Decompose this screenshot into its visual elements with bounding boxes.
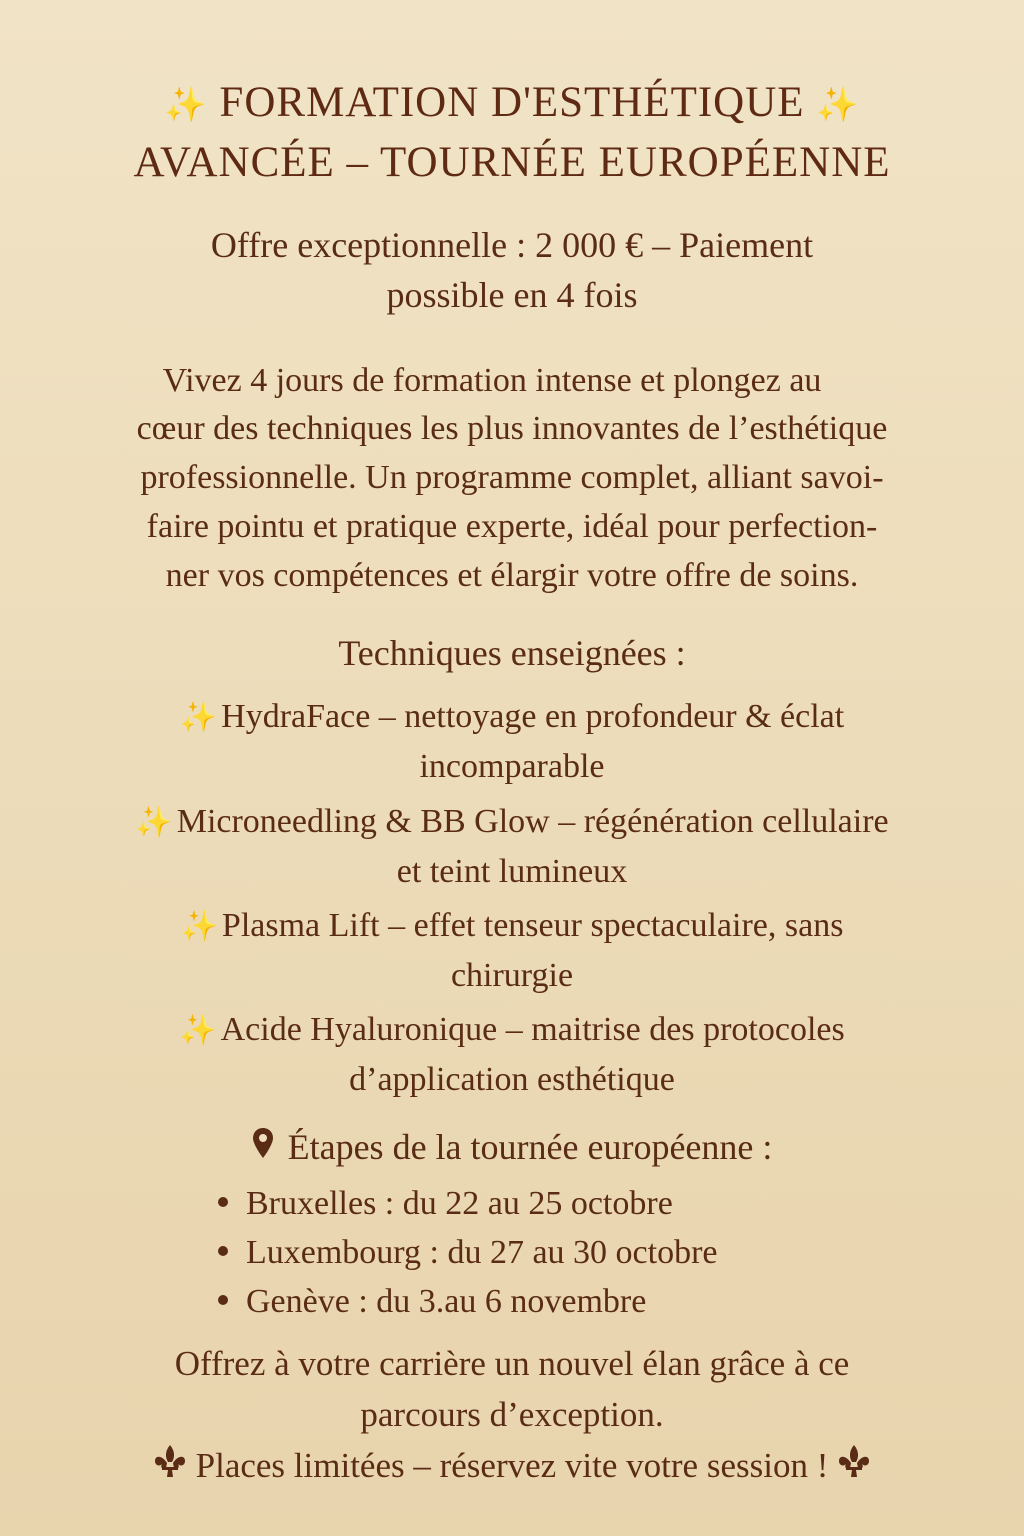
techniques-heading-text: Techniques enseignées : [338,633,686,673]
sparkles-icon: ✨ [179,701,218,734]
sparkles-icon: ✨ [164,87,208,124]
map-pin-icon [252,1126,274,1168]
sparkles-icon: ✨ [816,87,860,124]
fleur-de-lis-icon [837,1443,871,1488]
closing-text: Offrez à votre carrière un nouvel élan grâce à ce [174,1344,850,1383]
technique-item-1-cont [60,748,964,786]
technique-item-3-cont [60,957,964,995]
intro-text: Vivez 4 jours de formation intense et plongez au [162,362,822,399]
tour-stop-text: Genève : du 3.au 6 novembre [246,1283,647,1320]
intro-text: cœur des techniques les plus innovantes de l’esthétique [136,410,888,447]
offer-text-2: possible en 4 fois [386,275,638,315]
technique-item-1 [60,698,964,736]
tour-stop-text: Bruxelles : du 22 au 25 octobre [246,1185,673,1222]
technique-item-2 [60,803,964,841]
technique-item-4-cont [60,1061,964,1099]
bullet-icon [218,1246,228,1256]
sparkles-icon: ✨ [135,806,173,839]
technique-item-3 [60,907,964,945]
closing-line-2 [60,1395,964,1435]
intro-line-2 [60,410,964,448]
technique-item-4 [60,1011,964,1049]
offer-line-2 [60,274,964,316]
cta-line [60,1446,964,1491]
cta-text: Places limitées – réservez vite votre session ! [195,1446,829,1485]
intro-line-3 [60,459,964,497]
technique-text: chirurgie [450,957,574,994]
technique-text: d’application esthétique [349,1061,675,1098]
technique-text: Microneedling & BB Glow – régénération cellulaire [176,803,889,840]
offer-line-1 [60,224,964,266]
closing-line-1 [60,1344,964,1384]
offer-text-1: Offre exceptionnelle : 2 000 € – Paiement [210,225,814,265]
tour-stop [218,1234,718,1272]
intro-line-4 [60,508,964,546]
technique-text: et teint lumineux [396,853,628,890]
title-text-1: FORMATION D'ESTHÉTIQUE [219,79,805,126]
tour-stop [218,1283,646,1321]
bullet-icon [218,1197,228,1207]
technique-text: Acide Hyaluronique – maitrise des protocoles [220,1011,845,1048]
tour-heading-text: Étapes de la tournée européenne : [287,1127,773,1167]
technique-text: HydraFace – nettoyage en profondeur & éclat [221,698,845,735]
tour-heading [60,1126,964,1172]
sparkles-icon: ✨ [179,1014,217,1047]
closing-text: parcours d’exception. [360,1395,664,1434]
intro-text: ner vos compétences et élargir votre offre de soins. [165,557,859,594]
technique-item-2-cont [60,853,964,891]
intro-line-5 [60,557,964,595]
techniques-heading [60,632,964,674]
title-line-1 [60,78,964,127]
intro-text: faire pointu et pratique experte, idéal pour perfection- [146,508,878,545]
bullet-icon [218,1295,228,1305]
sparkles-icon: ✨ [180,910,218,943]
technique-text: Plasma Lift – effet tenseur spectaculaire, sans [221,907,844,944]
fleur-de-lis-icon [153,1443,187,1488]
tour-stop-text: Luxembourg : du 27 au 30 octobre [246,1234,718,1271]
intro-text: professionnelle. Un programme complet, alliant savoi- [140,459,884,496]
technique-text: incomparable [419,748,605,785]
title-text-2: AVANCÉE – TOURNÉE EUROPÉENNE [133,139,891,186]
tour-stop [218,1185,673,1223]
title-line-2 [60,138,964,187]
intro-line-1 [60,362,924,400]
